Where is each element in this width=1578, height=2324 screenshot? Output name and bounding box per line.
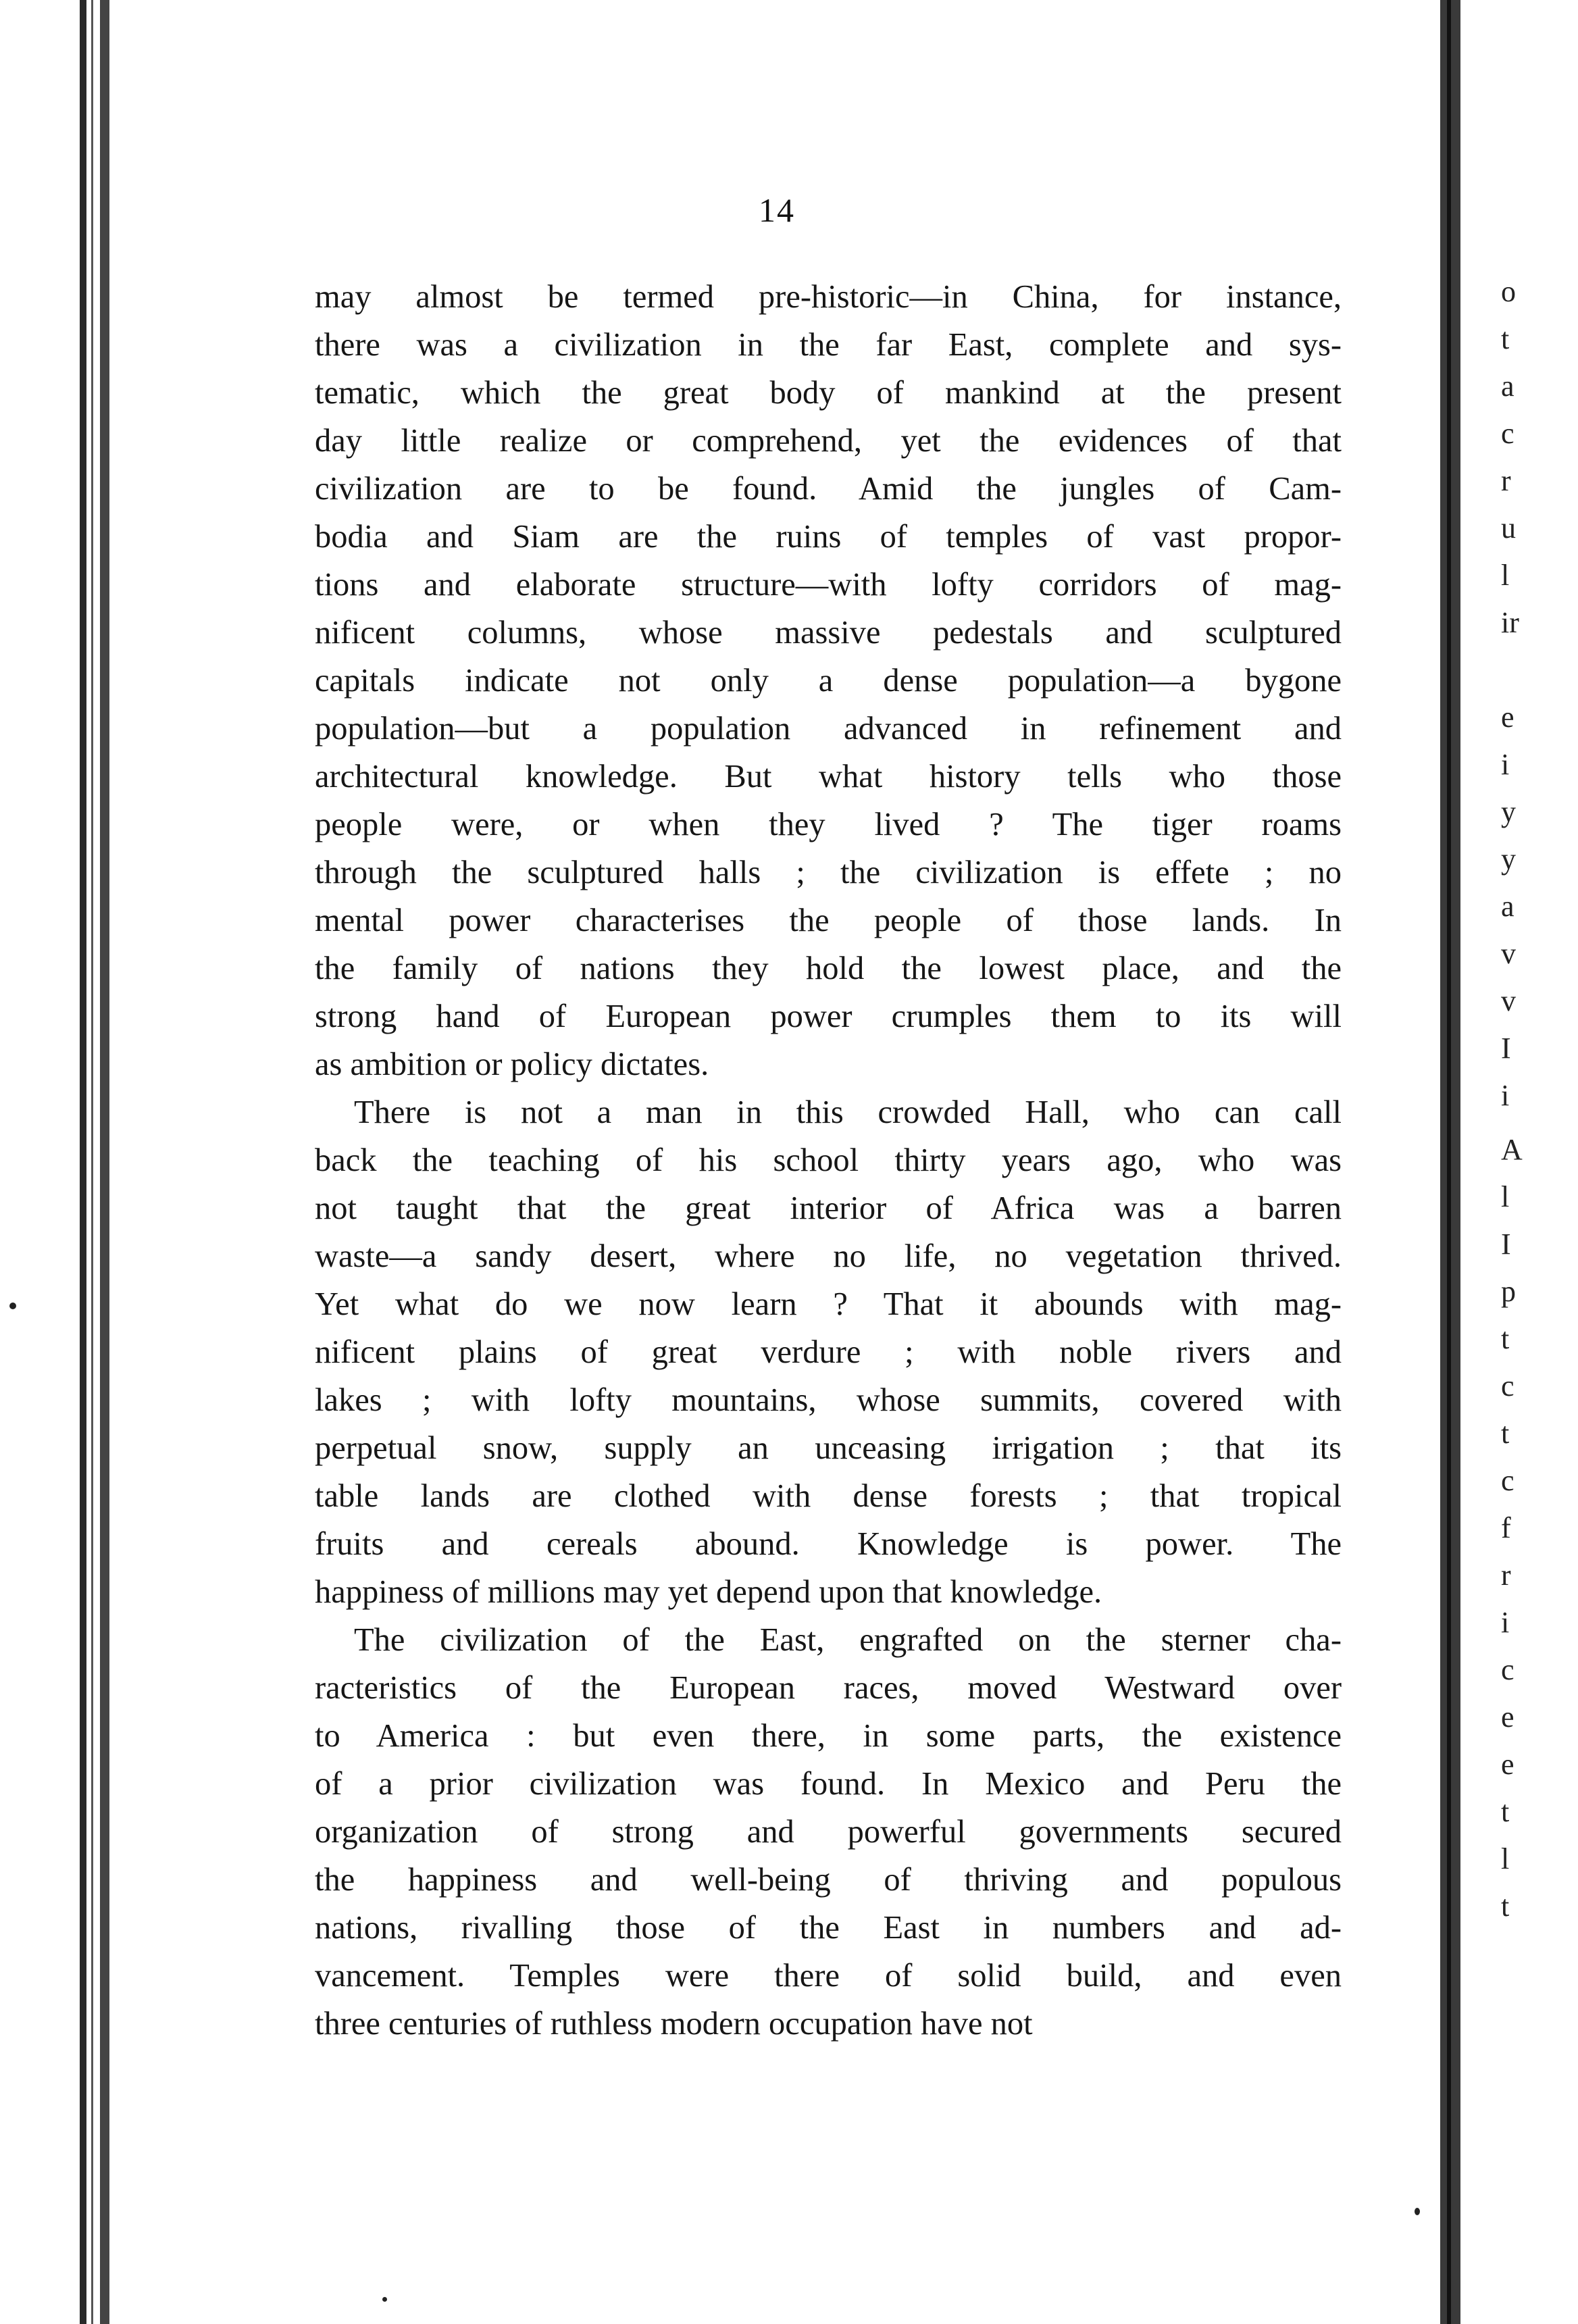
adjacent-page-letter: c (1501, 1464, 1515, 1497)
adjacent-page-letter: l (1501, 1842, 1510, 1875)
scan-speck (382, 2297, 387, 2302)
text-line: perpetual snow, supply an unceasing irrigation ; that its (315, 1430, 1342, 1466)
text-line: The civilization of the East, engrafted on the sterner cha- (354, 1622, 1342, 1658)
adjacent-page-letter: c (1501, 417, 1515, 450)
adjacent-page-letter: v (1501, 984, 1516, 1017)
text-line: table lands are clothed with dense forests ; that tropical (315, 1478, 1342, 1514)
adjacent-page-letter: l (1501, 1180, 1510, 1213)
adjacent-page-letter: c (1501, 1369, 1515, 1403)
text-line: waste—a sandy desert, where no life, no vegetation thrived. (315, 1238, 1342, 1274)
text-line: through the sculptured halls ; the civilization is effete ; no (315, 855, 1342, 890)
adjacent-page-letter: t (1501, 1890, 1510, 1923)
adjacent-page-letter: i (1501, 748, 1510, 781)
adjacent-page-letter: y (1501, 795, 1516, 828)
text-line: racteristics of the European races, moved Westward over (315, 1670, 1342, 1706)
text-line: fruits and cereals abound. Knowledge is power. The (315, 1526, 1342, 1562)
adjacent-page-letter: t (1501, 322, 1510, 355)
binding-edge-line (80, 0, 86, 2324)
text-line: population—but a population advanced in refinement and (315, 711, 1342, 747)
text-line: strong hand of European power crumples them to its will (315, 999, 1342, 1034)
text-line: nificent columns, whose massive pedestals and sculptured (315, 615, 1342, 651)
adjacent-page-letter: t (1501, 1795, 1510, 1828)
text-line: bodia and Siam are the ruins of temples of vast propor- (315, 519, 1342, 555)
adjacent-page-letter: e (1501, 1700, 1515, 1734)
text-line: vancement. Temples were there of solid build, and even (315, 1958, 1342, 1994)
adjacent-page-letter: r (1501, 464, 1511, 497)
text-line: not taught that the great interior of Africa was a barren (315, 1190, 1342, 1226)
text-line: nations, rivalling those of the East in numbers and ad- (315, 1910, 1342, 1946)
adjacent-page-letter: l (1501, 559, 1510, 592)
paragraph (315, 1088, 1342, 1616)
adjacent-page-letter: v (1501, 937, 1516, 970)
text-line: of a prior civilization was found. In Mexico and Peru the (315, 1766, 1342, 1802)
text-line: nificent plains of great verdure ; with noble rivers and (315, 1334, 1342, 1370)
binding-edge-line (91, 0, 93, 2324)
text-line: mental power characterises the people of those lands. In (315, 903, 1342, 938)
adjacent-page-letter: a (1501, 890, 1515, 923)
adjacent-page-letter: o (1501, 275, 1516, 308)
text-line: tematic, which the great body of mankind at the present (315, 375, 1342, 411)
paragraph (315, 1616, 1342, 2048)
text-line: the family of nations they hold the lowest place, and the (315, 951, 1342, 986)
text-line: lakes ; with lofty mountains, whose summits, covered with (315, 1382, 1342, 1418)
text-line: there was a civilization in the far East, complete and sys- (315, 327, 1342, 363)
paragraph (315, 273, 1342, 1088)
text-line: back the teaching of his school thirty years ago, who was (315, 1142, 1342, 1178)
page-body-text (315, 273, 1342, 2048)
adjacent-page-letter: r (1501, 1559, 1511, 1592)
adjacent-page-letter: t (1501, 1417, 1510, 1450)
scan-speck (9, 1303, 16, 1309)
adjacent-page-letter: u (1501, 511, 1516, 545)
adjacent-page-letter: a (1501, 370, 1515, 403)
text-line: the happiness and well-being of thriving and populous (315, 1862, 1342, 1898)
adjacent-page-letter: I (1501, 1032, 1511, 1065)
text-line: day little realize or comprehend, yet the evidences of that (315, 423, 1342, 459)
text-line: three centuries of ruthless modern occupation have not (315, 2006, 1033, 2042)
adjacent-page-letter: f (1501, 1511, 1511, 1544)
text-line: to America : but even there, in some parts, the existence (315, 1718, 1342, 1754)
text-line: as ambition or policy dictates. (315, 1046, 709, 1082)
adjacent-page-letter: i (1501, 1606, 1510, 1639)
text-line: happiness of millions may yet depend upon that knowledge. (315, 1574, 1102, 1610)
scan-speck (1415, 2208, 1420, 2215)
adjacent-page-letter: I (1501, 1228, 1511, 1261)
adjacent-page-letter: e (1501, 1748, 1515, 1781)
text-line: organization of strong and powerful governments secured (315, 1814, 1342, 1850)
text-line: Yet what do we now learn ? That it abounds with mag- (315, 1286, 1342, 1322)
text-line: people were, or when they lived ? The tiger roams (315, 807, 1342, 842)
adjacent-page-letter: e (1501, 701, 1515, 734)
text-line: architectural knowledge. But what history tells who those (315, 759, 1342, 794)
page-number: 14 (759, 191, 795, 229)
text-line: civilization are to be found. Amid the jungles of Cam- (315, 471, 1342, 507)
adjacent-page-bleed (1466, 0, 1578, 2324)
adjacent-page-letter: c (1501, 1653, 1515, 1686)
text-line: capitals indicate not only a dense population—a bygone (315, 663, 1342, 699)
text-line: may almost be termed pre-historic—in China, for instance, (315, 279, 1342, 315)
adjacent-page-letter: t (1501, 1322, 1510, 1355)
adjacent-page-letter: p (1501, 1275, 1516, 1308)
adjacent-page-letter: i (1501, 1079, 1510, 1112)
scan-left-margin (0, 0, 95, 2324)
gutter-line (1447, 0, 1451, 2324)
text-line: tions and elaborate structure—with lofty corridors of mag- (315, 567, 1342, 603)
book-page (122, 0, 1432, 2324)
adjacent-page-letter: A (1501, 1133, 1523, 1166)
page-gutter-shadow (1440, 0, 1460, 2324)
text-line: There is not a man in this crowded Hall, who can call (354, 1094, 1342, 1130)
adjacent-page-letter: y (1501, 842, 1516, 876)
adjacent-page-letter: ir (1501, 606, 1519, 639)
binding-edge-line (100, 0, 109, 2324)
